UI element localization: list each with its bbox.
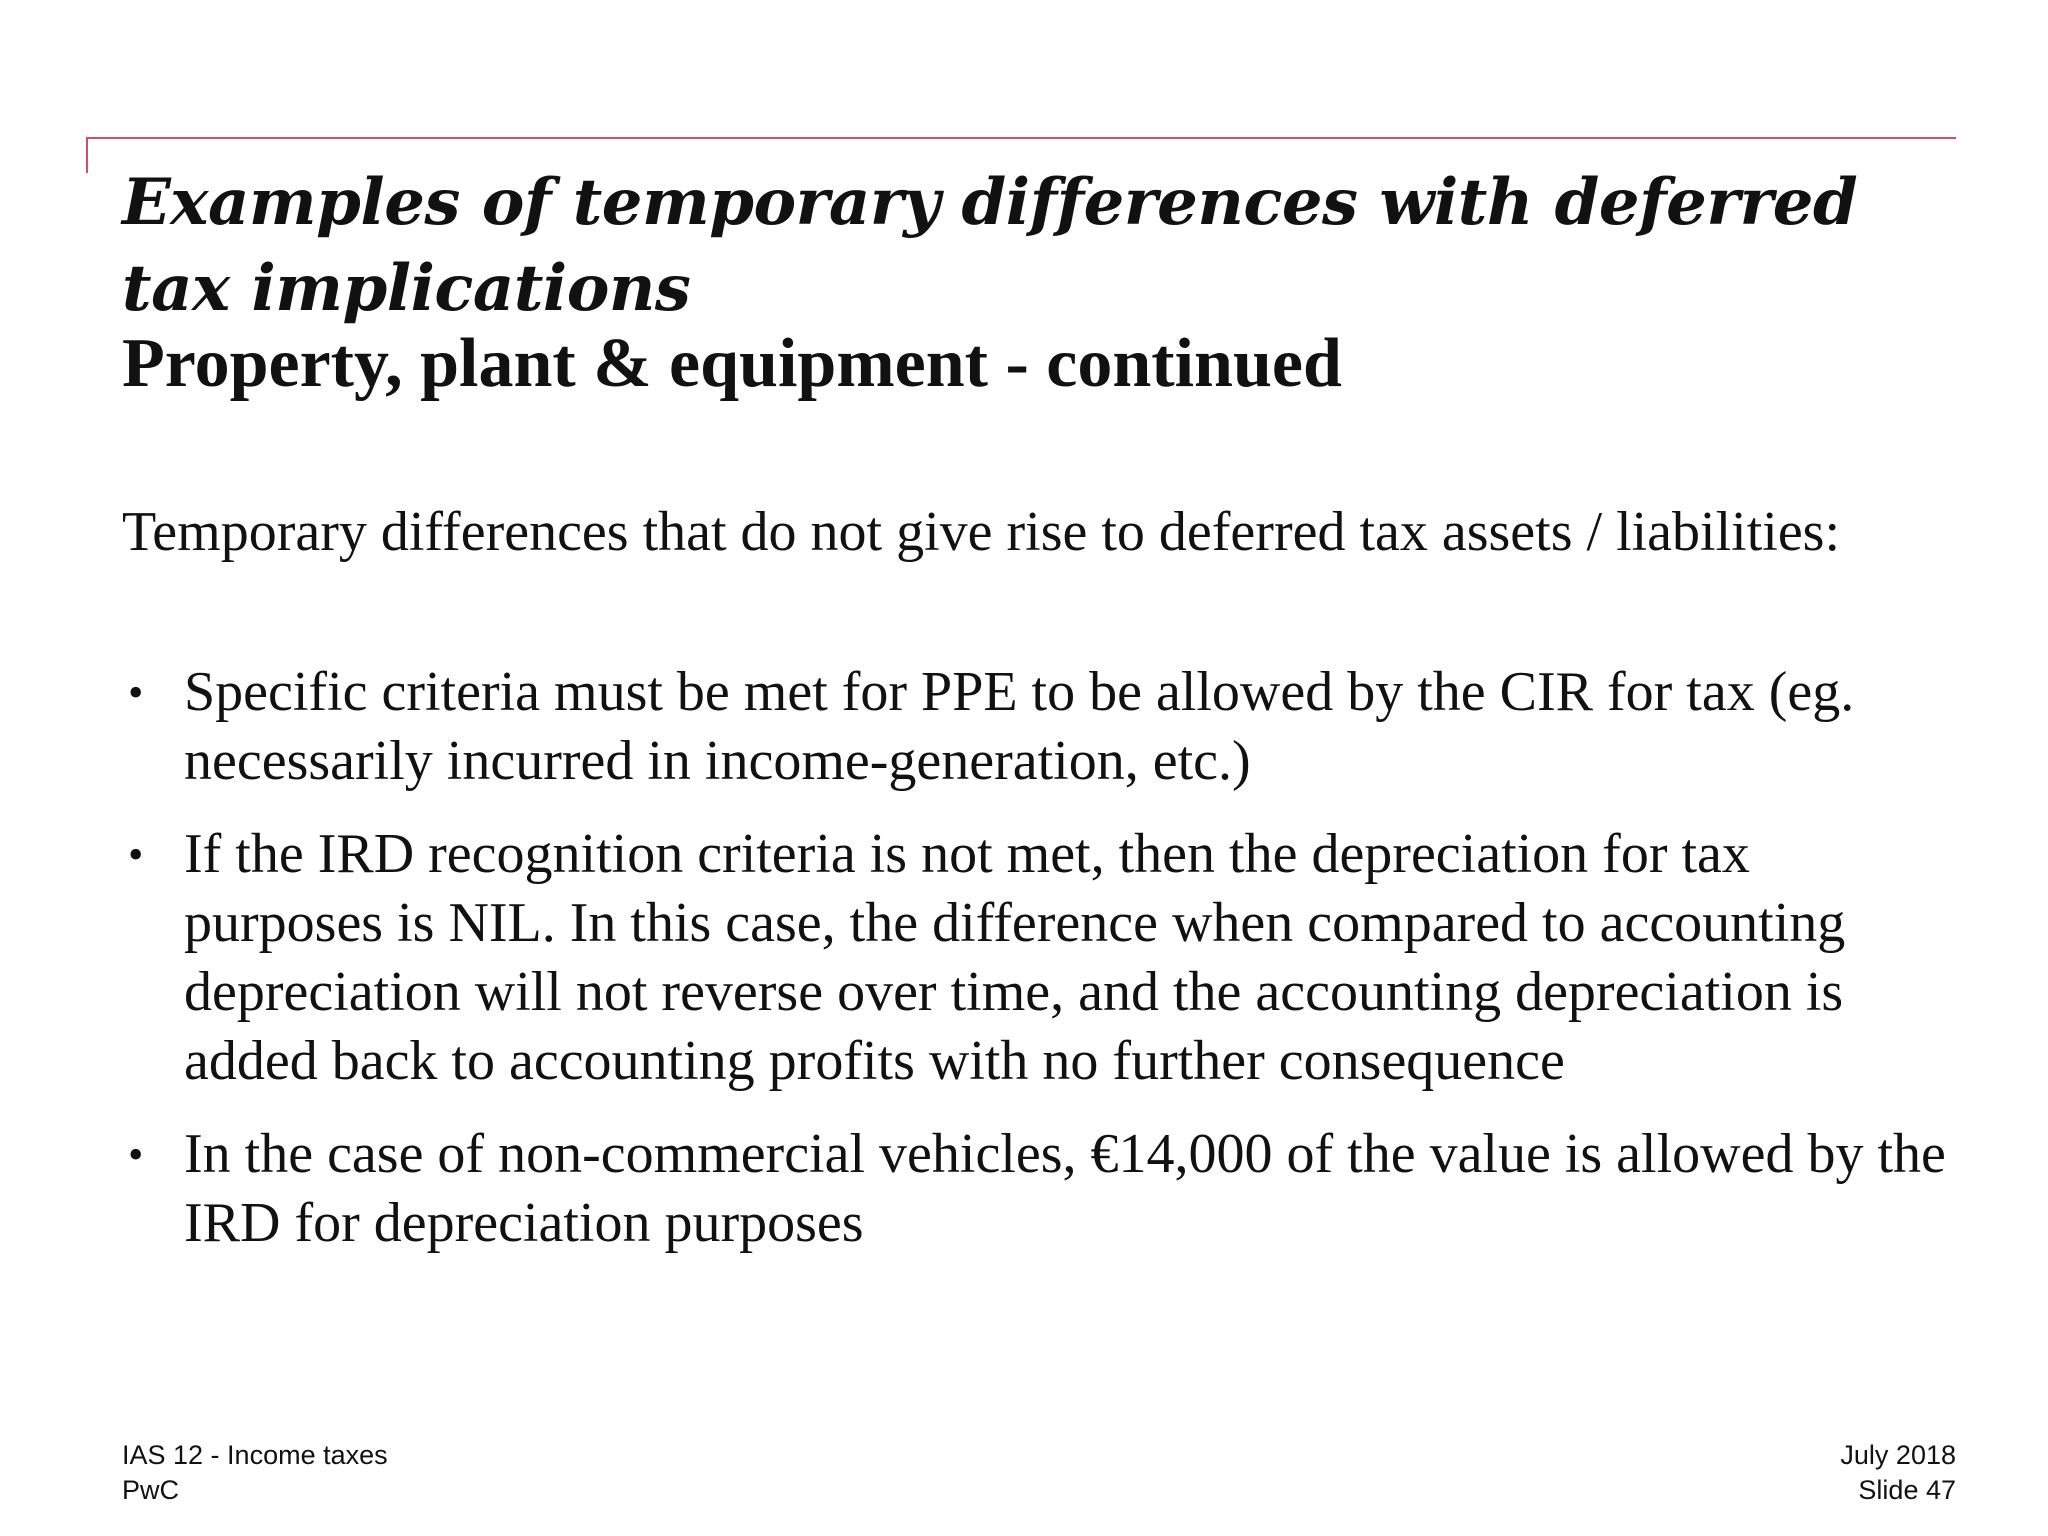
bullet-icon: • <box>128 1130 144 1179</box>
bullet-icon: • <box>128 830 144 879</box>
intro-text: Temporary differences that do not give rise to deferred tax assets / liabilities: <box>122 501 1841 563</box>
footer-slide-number: Slide 47 <box>1858 1475 1956 1505</box>
bullet-text: In the case of non-commercial vehicles, €14,000 of the value is allowed by the IRD for depreciation purposes <box>184 1123 1946 1254</box>
footer-right <box>1840 1438 1956 1508</box>
footer-left <box>122 1438 388 1508</box>
bullet-list <box>122 658 1952 1282</box>
title-accent-tick <box>86 137 88 173</box>
bullet-text: Specific criteria must be met for PPE to be allowed by the CIR for tax (eg. necessarily incurred in income-generation, etc.) <box>184 661 1855 792</box>
bullet-icon: • <box>128 668 144 717</box>
bullet-text: If the IRD recognition criteria is not met, then the depreciation for tax purposes is NIL. In this case, the difference when compared to accounting depreciation will not reverse over time, and the accounting depreciation is added back to accounting profits with no further consequence <box>184 823 1846 1092</box>
bullet-item <box>122 1120 1952 1258</box>
footer-company: PwC <box>122 1475 180 1505</box>
bullet-item <box>122 658 1952 796</box>
footer-topic: IAS 12 - Income taxes <box>122 1440 388 1470</box>
bullet-item <box>122 820 1952 1096</box>
title-accent-line <box>86 137 1956 139</box>
slide-subtitle: Property, plant & equipment - continued <box>122 325 1342 402</box>
footer-date: July 2018 <box>1840 1440 1956 1470</box>
slide-title: Examples of temporary differences with deferred tax implications <box>122 165 1858 326</box>
